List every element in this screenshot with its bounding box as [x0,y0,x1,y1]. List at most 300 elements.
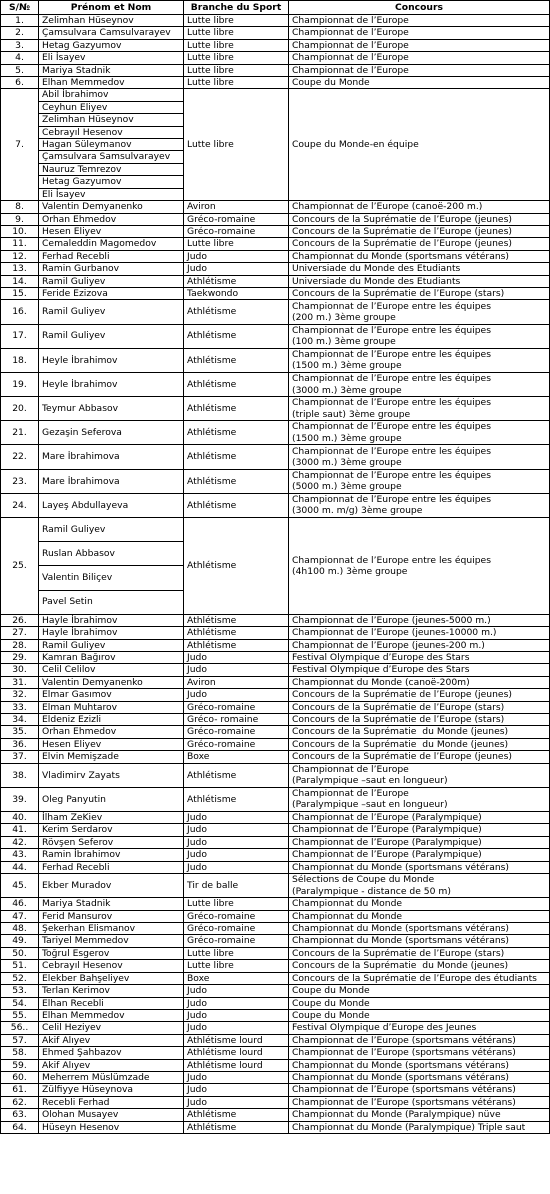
sport-branch: Athlétisme lourd [184,1059,289,1071]
competition: Championnat de l’Europe entre les équipes (3000 m.) 3ème groupe [289,445,550,469]
athlete-name: Ramil Guliyev [39,300,184,324]
table-row [1,213,550,225]
athlete-name: Celil Celilov [39,664,184,676]
athlete-name: Hesen Eliyev [39,738,184,750]
competition: Championnat du Monde (Paralympique) nüve [289,1109,550,1121]
table-row [1,787,550,811]
sport-branch: Lutte libre [184,39,289,51]
competition: Concours de la Suprématie de l’Europe (jeunes) [289,225,550,237]
athlete-name: Gezaşin Seferova [39,421,184,445]
table-row [1,1034,550,1046]
sport-branch: Athlétisme lourd [184,1034,289,1046]
table-row [1,812,550,824]
table-row [1,445,550,469]
table-row [1,614,550,626]
row-number: 14. [1,275,39,287]
table-row [1,1022,550,1034]
row-number: 59. [1,1059,39,1071]
athlete-name: Toğrul Esgerov [39,947,184,959]
athlete-name: Çamsulvara Samsulvarayev [39,151,184,163]
sport-branch: Lutte libre [184,238,289,250]
athlete-name: Celil Heziyev [39,1022,184,1034]
athlete-name: Ramil Guliyev [39,324,184,348]
athlete-name: Hayle İbrahimov [39,627,184,639]
table-row [1,1096,550,1108]
sport-branch: Tir de balle [184,874,289,898]
row-number: 7. [1,89,39,201]
row-number: 40. [1,812,39,824]
header-competition: Concours [289,1,550,15]
row-number: 30. [1,664,39,676]
athlete-name: Orhan Ehmedov [39,213,184,225]
table-row [1,935,550,947]
athlete-name: Valentin Demyanenko [39,676,184,688]
athlete-name: Hetag Gazyumov [39,176,184,188]
athlete-name: Akif Alıyev [39,1034,184,1046]
row-number: 24. [1,493,39,517]
competition: Championnat du Monde (sportsmans vétérans) [289,1071,550,1083]
row-number: 63. [1,1109,39,1121]
row-number: 17. [1,324,39,348]
sport-branch: Judo [184,1096,289,1108]
row-number: 36. [1,738,39,750]
sport-branch: Athlétisme [184,787,289,811]
athlete-name: Ferhad Recebli [39,861,184,873]
competition: Concours de la Suprématie de l’Europe (jeunes) [289,751,550,763]
sport-branch: Gréco-romaine [184,738,289,750]
competition: Championnat du Monde (sportsmans vétérans) [289,935,550,947]
sport-branch: Lutte libre [184,52,289,64]
competition: Championnat de l’Europe (Paralympique –saut en longueur) [289,763,550,787]
row-number: 10. [1,225,39,237]
row-number: 38. [1,763,39,787]
athlete-name: Kamran Bağırov [39,652,184,664]
competition: Championnat de l’Europe [289,15,550,27]
competition: Championnat de l’Europe entre les équipes (3000 m.) 3ème groupe [289,372,550,396]
sport-branch: Athlétisme lourd [184,1047,289,1059]
sport-branch: Gréco-romaine [184,726,289,738]
header-number: S/№ [1,1,39,15]
athlete-name: Zülfiyye Hüseynova [39,1084,184,1096]
sport-branch: Athlétisme [184,1121,289,1133]
sport-branch: Boxe [184,972,289,984]
row-number: 35. [1,726,39,738]
table-row [1,652,550,664]
row-number: 21. [1,421,39,445]
table-row [1,1121,550,1133]
sport-branch: Judo [184,824,289,836]
table-row [1,972,550,984]
athlete-name: Olohan Musayev [39,1109,184,1121]
row-number: 46. [1,898,39,910]
table-body [1,15,550,1134]
table-row [1,960,550,972]
athlete-name: Ferhad Recebli [39,250,184,262]
sport-branch: Judo [184,652,289,664]
athlete-name: Abil İbrahimov [39,89,184,101]
table-row [1,763,550,787]
athlete-name: Ramil Guliyev [39,518,184,542]
athlete-name: Teymur Abbasov [39,397,184,421]
row-number: 53. [1,985,39,997]
table-row [1,397,550,421]
row-number: 29. [1,652,39,664]
competition: Coupe du Monde [289,997,550,1009]
table-row [1,701,550,713]
athlete-name: Zelimhan Hüseynov [39,15,184,27]
competition: Universiade du Monde des Etudiants [289,275,550,287]
table-row [1,738,550,750]
athlete-name: Heyle İbrahimov [39,348,184,372]
table-row [1,923,550,935]
sport-branch: Boxe [184,751,289,763]
sport-branch: Athlétisme [184,445,289,469]
table-row [1,639,550,651]
row-number: 32. [1,689,39,701]
sport-branch: Gréco-romaine [184,910,289,922]
sport-branch: Athlétisme [184,348,289,372]
row-number: 19. [1,372,39,396]
athlete-name: Cemaleddin Magomedov [39,238,184,250]
competition: Championnat de l’Europe (Paralympique) [289,849,550,861]
table-row [1,751,550,763]
row-number: 39. [1,787,39,811]
athlete-name: Valentin Biliçev [39,566,184,590]
competition: Championnat de l’Europe (Paralympique) [289,812,550,824]
athlete-name: Eldeniz Ezizli [39,714,184,726]
athlete-name: Ramin Gurbanov [39,263,184,275]
sport-branch: Lutte libre [184,89,289,201]
row-number: 16. [1,300,39,324]
athlete-name: Hagan Süleymanov [39,139,184,151]
table-row [1,518,550,542]
row-number: 60. [1,1071,39,1083]
table-row [1,263,550,275]
competition: Championnat de l’Europe entre les équipes (200 m.) 3ème groupe [289,300,550,324]
athlete-name: Hetag Gazyumov [39,39,184,51]
table-row [1,250,550,262]
table-row [1,324,550,348]
athlete-name: Mariya Stadnik [39,898,184,910]
competition: Championnat de l’Europe (canoë-200 m.) [289,201,550,213]
sport-branch: Lutte libre [184,64,289,76]
table-row [1,238,550,250]
competition: Championnat du Monde (canoë-200m) [289,676,550,688]
competition: Championnat de l’Europe [289,27,550,39]
row-number: 54. [1,997,39,1009]
competition: Championnat de l’Europe (sportsmans vétérans) [289,1034,550,1046]
athlete-name: Valentin Demyanenko [39,201,184,213]
competition: Universiade du Monde des Etudiants [289,263,550,275]
competition: Championnat du Monde (sportsmans vétérans) [289,861,550,873]
sport-branch: Judo [184,263,289,275]
table-row [1,1047,550,1059]
competition: Championnat du Monde (Paralympique) Triple saut [289,1121,550,1133]
row-number: 23. [1,469,39,493]
row-number: 50. [1,947,39,959]
table-row [1,469,550,493]
row-number: 48. [1,923,39,935]
athlete-name: Elmar Gasımov [39,689,184,701]
row-number: 58. [1,1047,39,1059]
row-number: 51. [1,960,39,972]
athlete-name: Hesen Eliyev [39,225,184,237]
row-number: 61. [1,1084,39,1096]
competition: Championnat de l’Europe (Paralympique) [289,824,550,836]
sport-branch: Taekwondo [184,287,289,299]
competition: Coupe du Monde-en équipe [289,89,550,201]
sport-branch: Judo [184,836,289,848]
athlete-name: Ceyhun Eliyev [39,101,184,113]
athlete-name: Mariya Stadnik [39,64,184,76]
competition: Championnat de l’Europe entre les équipes (3000 m. m/g) 3ème groupe [289,493,550,517]
competition: Concours de la Suprématie de l’Europe des étudiants [289,972,550,984]
sport-branch: Lutte libre [184,898,289,910]
competition: Championnat du Monde (sportsmans vétérans) [289,1059,550,1071]
athlete-name: Ekber Muradov [39,874,184,898]
row-number: 22. [1,445,39,469]
header-sport: Branche du Sport [184,1,289,15]
row-number: 44. [1,861,39,873]
competition: Championnat du Monde [289,898,550,910]
row-number: 34. [1,714,39,726]
table-row [1,997,550,1009]
athlete-name: Eli İsayev [39,52,184,64]
athlete-name: Mare İbrahimova [39,469,184,493]
sport-branch: Lutte libre [184,27,289,39]
competition: Championnat de l’Europe entre les équipes (4h100 m.) 3ème groupe [289,518,550,615]
athlete-name: Tariyel Memmedov [39,935,184,947]
athlete-name: Elvin Memişzade [39,751,184,763]
table-row [1,676,550,688]
table-row [1,849,550,861]
athlete-name: İlham ZeKiev [39,812,184,824]
competition: Concours de la Suprématie du Monde (jeunes) [289,960,550,972]
row-number: 64. [1,1121,39,1133]
competition: Championnat de l’Europe entre les équipes (triple saut) 3ème groupe [289,397,550,421]
table-row [1,947,550,959]
competition: Championnat de l’Europe (jeunes-5000 m.) [289,614,550,626]
competition: Championnat de l’Europe (sportsmans vétérans) [289,1084,550,1096]
athlete-name: Hüseyn Hesenov [39,1121,184,1133]
sport-branch: Judo [184,1009,289,1021]
row-number: 6. [1,77,39,89]
table-row [1,225,550,237]
athlete-name: Akif Alıyev [39,1059,184,1071]
row-number: 28. [1,639,39,651]
competition: Championnat de l’Europe entre les équipes (5000 m.) 3ème groupe [289,469,550,493]
athlete-name: Nauruz Temrezov [39,163,184,175]
row-number: 9. [1,213,39,225]
sport-branch: Athlétisme [184,614,289,626]
table-row [1,1071,550,1083]
competition: Festival Olympique d’Europe des Stars [289,652,550,664]
sport-branch: Lutte libre [184,77,289,89]
sport-branch: Athlétisme [184,300,289,324]
sport-branch: Gréco-romaine [184,923,289,935]
sport-branch: Judo [184,849,289,861]
sport-branch: Judo [184,664,289,676]
sport-branch: Judo [184,689,289,701]
sport-branch: Athlétisme [184,763,289,787]
athlete-name: Meherrem Müslümzade [39,1071,184,1083]
table-row [1,836,550,848]
table-row [1,300,550,324]
row-number: 57. [1,1034,39,1046]
table-row [1,910,550,922]
athlete-name: Ferid Mansurov [39,910,184,922]
row-number: 12. [1,250,39,262]
athlete-name: Zelimhan Hüseynov [39,114,184,126]
sport-branch: Athlétisme [184,518,289,615]
sport-branch: Judo [184,997,289,1009]
row-number: 56.. [1,1022,39,1034]
sport-branch: Aviron [184,676,289,688]
row-number: 20. [1,397,39,421]
sport-branch: Athlétisme [184,397,289,421]
table-row [1,77,550,89]
table-row [1,898,550,910]
athlete-name: Elhan Memmedov [39,1009,184,1021]
row-number: 26. [1,614,39,626]
table-row [1,1009,550,1021]
athlete-name: Çamsulvara Camsulvarayev [39,27,184,39]
sport-branch: Athlétisme [184,469,289,493]
athlete-name: Elekber Bahşeliyev [39,972,184,984]
row-number: 13. [1,263,39,275]
sport-branch: Gréco-romaine [184,701,289,713]
athlete-name: Ruslan Abbasov [39,542,184,566]
athlete-name: Ramil Guliyev [39,275,184,287]
row-number: 25. [1,518,39,615]
sport-branch: Lutte libre [184,947,289,959]
competition: Sélections de Coupe du Monde (Paralympique - distance de 50 m) [289,874,550,898]
table-row [1,27,550,39]
sport-branch: Athlétisme [184,372,289,396]
table-row [1,861,550,873]
competition: Championnat de l’Europe (jeunes-10000 m.) [289,627,550,639]
sport-branch: Gréco-romaine [184,213,289,225]
athlete-name: Cebrayıl Hesenov [39,960,184,972]
table-row [1,714,550,726]
row-number: 8. [1,201,39,213]
table-row [1,664,550,676]
athlete-name: Ramin İbrahimov [39,849,184,861]
athlete-name: Hayle İbrahimov [39,614,184,626]
competition: Championnat de l’Europe (sportsmans vétérans) [289,1047,550,1059]
sport-branch: Lutte libre [184,960,289,972]
row-number: 1. [1,15,39,27]
row-number: 33. [1,701,39,713]
competition: Championnat de l’Europe (Paralympique) [289,836,550,848]
athlete-name: Şekerhan Elismanov [39,923,184,935]
competition: Championnat de l’Europe [289,39,550,51]
sport-branch: Aviron [184,201,289,213]
competition: Coupe du Monde [289,77,550,89]
table-row [1,1084,550,1096]
row-number: 49. [1,935,39,947]
competition: Championnat de l’Europe [289,52,550,64]
table-row [1,372,550,396]
row-number: 45. [1,874,39,898]
sport-branch: Athlétisme [184,627,289,639]
row-number: 2. [1,27,39,39]
row-number: 3. [1,39,39,51]
sport-branch: Gréco-romaine [184,935,289,947]
athlete-name: Ehmed Şahbazov [39,1047,184,1059]
table-row [1,275,550,287]
competition: Championnat du Monde (sportsmans vétérans) [289,250,550,262]
table-row [1,64,550,76]
row-number: 4. [1,52,39,64]
competition: Festival Olympique d’Europe des Stars [289,664,550,676]
competition: Concours de la Suprématie du Monde (jeunes) [289,726,550,738]
athlete-name: Pavel Setin [39,590,184,614]
table-row [1,627,550,639]
row-number: 41. [1,824,39,836]
competition: Concours de la Suprématie du Monde (jeunes) [289,738,550,750]
athlete-name: Rövşen Seferov [39,836,184,848]
athlete-name: Heyle İbrahimov [39,372,184,396]
sport-branch: Athlétisme [184,1109,289,1121]
row-number: 27. [1,627,39,639]
competition: Championnat de l’Europe (Paralympique –saut en longueur) [289,787,550,811]
sport-branch: Athlétisme [184,275,289,287]
sport-branch: Athlétisme [184,324,289,348]
competition: Championnat de l’Europe entre les équipes (1500 m.) 3ème groupe [289,348,550,372]
row-number: 11. [1,238,39,250]
row-number: 37. [1,751,39,763]
sport-branch: Gréco- romaine [184,714,289,726]
table-row [1,348,550,372]
competition: Concours de la Suprématie de l’Europe (stars) [289,701,550,713]
row-number: 43. [1,849,39,861]
sport-branch: Athlétisme [184,639,289,651]
athlete-name: Kerim Serdarov [39,824,184,836]
competition: Concours de la Suprématie de l’Europe (jeunes) [289,689,550,701]
athlete-name: Elhan Recebli [39,997,184,1009]
athlete-name: Oleg Panyutin [39,787,184,811]
row-number: 31. [1,676,39,688]
athlete-name: Orhan Ehmedov [39,726,184,738]
row-number: 18. [1,348,39,372]
competition: Concours de la Suprématie de l’Europe (jeunes) [289,238,550,250]
table-row [1,726,550,738]
sport-branch: Judo [184,1084,289,1096]
sport-branch: Lutte libre [184,15,289,27]
athlete-name: Eli İsayev [39,188,184,200]
athlete-name: Feride Ezizova [39,287,184,299]
table-row [1,493,550,517]
competition: Championnat de l’Europe entre les équipes (1500 m.) 3ème groupe [289,421,550,445]
header-row [1,1,550,15]
table-row [1,824,550,836]
table-row [1,89,550,101]
table-row [1,985,550,997]
table-row [1,52,550,64]
sport-branch: Gréco-romaine [184,225,289,237]
competition: Championnat de l’Europe [289,64,550,76]
competition: Championnat du Monde [289,910,550,922]
sport-branch: Athlétisme [184,421,289,445]
table-row [1,15,550,27]
table-row [1,421,550,445]
competition: Concours de la Suprématie de l’Europe (stars) [289,714,550,726]
sport-branch: Judo [184,861,289,873]
row-number: 42. [1,836,39,848]
athlete-name: Terlan Kerimov [39,985,184,997]
table-row [1,1109,550,1121]
